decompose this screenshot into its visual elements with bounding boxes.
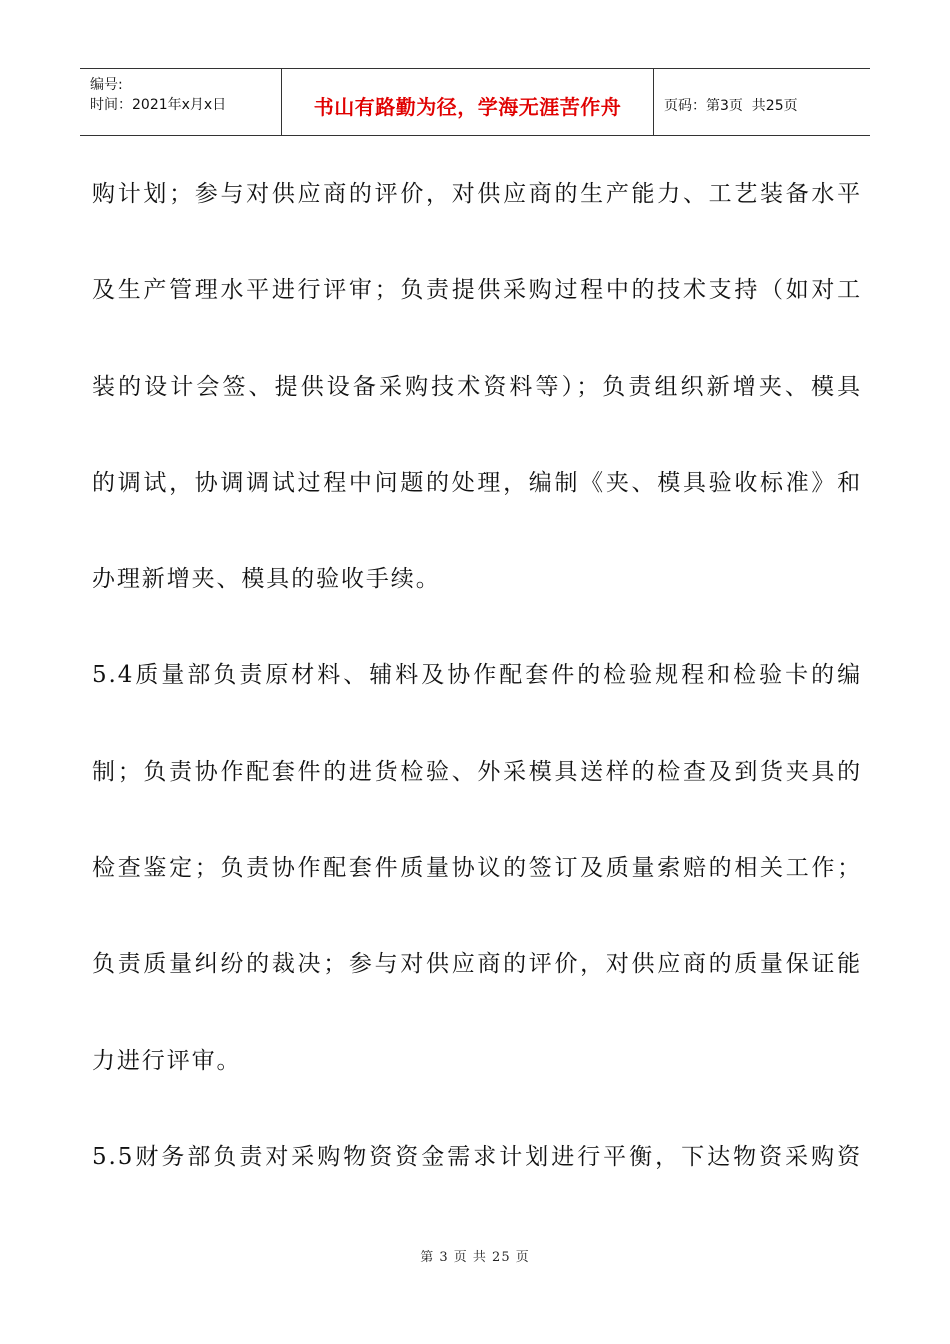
header-motto-cell [282,69,654,135]
body-text-line: 5.4质量部负责原材料、辅料及协作配套件的检验规程和检验卡的编 [92,662,862,689]
body-text-line: 力进行评审。 [92,1047,242,1074]
header-motto: 书山有路勤为径，学海无涯苦作舟 [313,94,622,119]
header-meta-cell [80,69,282,135]
body-text-line: 负责质量纠纷的裁决；参与对供应商的评价，对供应商的质量保证能 [92,951,862,978]
body-text-line: 检查鉴定；负责协作配套件质量协议的签订及质量索赔的相关工作； [92,855,862,882]
body-text-line: 的调试，协调调试过程中问题的处理，编制《夹、模具验收标准》和 [92,469,862,496]
body-text-line: 装的设计会签、提供设备采购技术资料等）；负责组织新增夹、模具 [92,373,862,400]
body-text-line: 及生产管理水平进行评审；负责提供采购过程中的技术支持（如对工 [92,277,862,304]
date-line: 时间：2021年x月x日 [90,97,227,113]
body-text-line: 购计划；参与对供应商的评价，对供应商的生产能力、工艺装备水平 [92,181,862,207]
body-text-line: 办理新增夹、模具的验收手续。 [92,566,441,593]
body-text-line: 5.5财务部负责对采购物资资金需求计划进行平衡，下达物资采购资 [92,1143,862,1170]
document-header [80,68,870,136]
document-body [92,165,862,1224]
serial-number-label: 编号: [90,77,123,93]
body-text-line: 制；负责协作配套件的进货检验、外采模具送样的检查及到货夹具的 [92,758,862,785]
page-footer: 第 3 页 共 25 页 [420,1250,530,1265]
header-page-cell [654,69,870,135]
header-page-info: 页码：第3页 共25页 [664,98,798,114]
